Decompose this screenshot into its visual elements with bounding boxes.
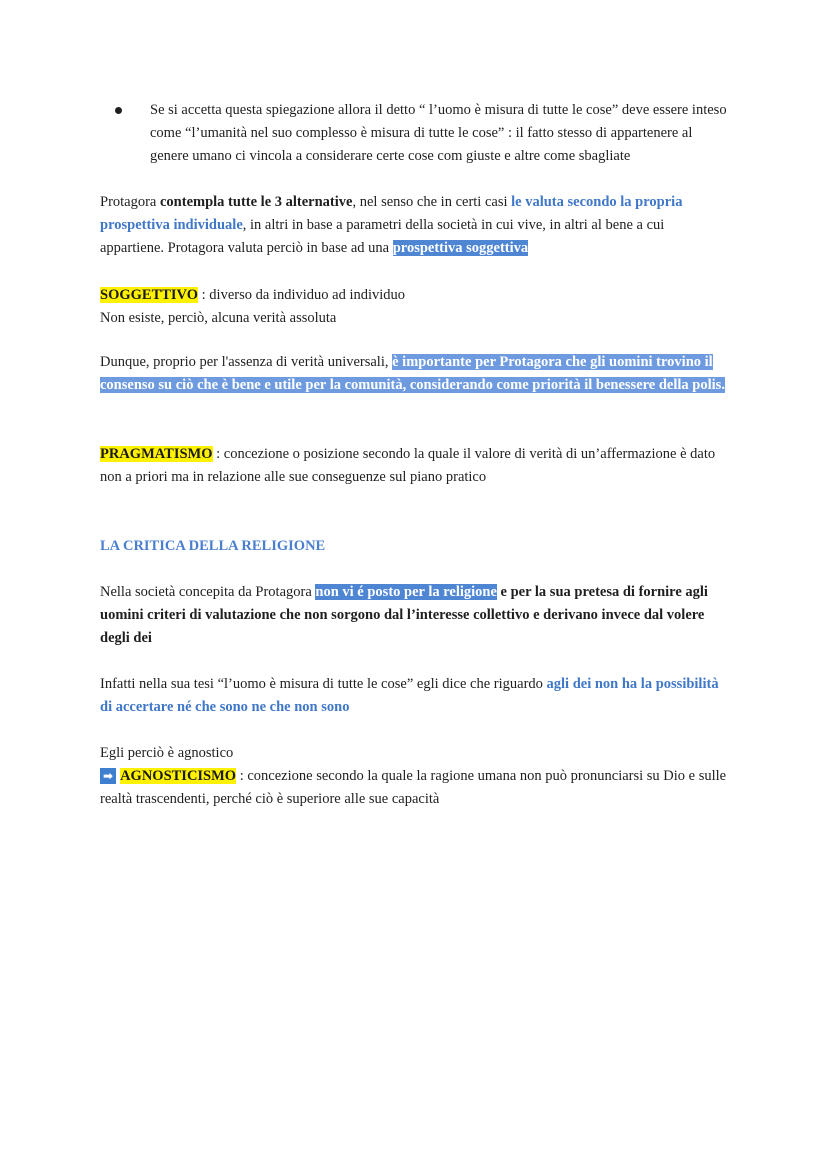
p1-text-3: , in altri in base a parametri della società in cui vive, in altri al bene a cui appartiene. Protagora valuta perciò in base ad una: [100, 217, 665, 256]
p1-text-2: , nel senso che in certi casi: [352, 194, 512, 210]
p6-text: Infatti nella sua tesi “l’uomo è misura di tutte le cose” egli dice che riguardo: [100, 676, 547, 692]
p1-blue-emphasis: le valuta secondo la propria prospettiva individuale: [100, 194, 683, 233]
p6-blue-emphasis: agli dei non ha la possibilità di accertare né che sono ne che non sono: [100, 676, 719, 715]
term-pragmatismo: PRAGMATISMO: [100, 446, 213, 462]
arrow-right-icon: ➡: [100, 768, 116, 784]
p5-text: Nella società concepita da Protagora: [100, 584, 316, 600]
term-soggettivo: SOGGETTIVO: [100, 287, 199, 303]
bullet-item: [150, 99, 728, 168]
def-agnosticismo: : concezione secondo la quale la ragione umana non può pronunciarsi su Dio e sulle realtà trascendenti, perché ciò è superiore alle sue capacità: [100, 768, 727, 807]
p1-text-1: Protagora: [100, 194, 160, 210]
def-pragmatismo: : concezione o posizione secondo la quale il valore di verità di un’affermazione è dato non a priori ma in relazione alle sue conseguenze sul piano pratico: [100, 446, 716, 485]
paragraph-alternatives: [100, 191, 728, 260]
paragraph-dei: [100, 673, 728, 719]
p5-bold: e per la sua pretesa di fornire agli uomini criteri di valutazione che non sorgono dal l’interesse collettivo e derivano invece dal volere degli dei: [100, 584, 708, 646]
term-agnosticismo: AGNOSTICISMO: [120, 768, 237, 784]
agnostico-line: Egli perciò è agnostico: [100, 745, 234, 761]
definition-pragmatismo: [100, 443, 728, 489]
paragraph-consenso: [100, 351, 728, 397]
definition-soggettivo: [100, 284, 728, 330]
p3-highlight: è importante per Protagora che gli uomini trovino il consenso su ciò che è bene e utile per la comunità, considerando come priorità il benessere della polis.: [100, 354, 725, 393]
p5-highlight: non vi é posto per la religione: [315, 584, 497, 600]
definition-agnosticismo: [100, 742, 728, 811]
bullet-text: Se si accetta questa spiegazione allora il detto “ l’uomo è misura di tutte le cose” deve essere inteso come “l’umanità nel suo complesso è misura di tutte le cose” : il fatto stesso di appartenere al genere umano ci vincola a considerare certe cose com giuste e altre come sbagliate: [150, 102, 727, 164]
paragraph-religione: [100, 581, 728, 650]
p1-highlight: prospettiva soggettiva: [392, 240, 529, 256]
p3-text: Dunque, proprio per l'assenza di verità universali,: [100, 354, 393, 370]
soggettivo-note: Non esiste, perciò, alcuna verità assoluta: [100, 310, 337, 326]
bullet-dot-icon: [115, 107, 122, 114]
def-soggettivo: : diverso da individuo ad individuo: [198, 287, 406, 303]
section-heading: LA CRITICA DELLA RELIGIONE: [100, 538, 326, 554]
p1-bold: contempla tutte le 3 alternative: [160, 194, 353, 210]
